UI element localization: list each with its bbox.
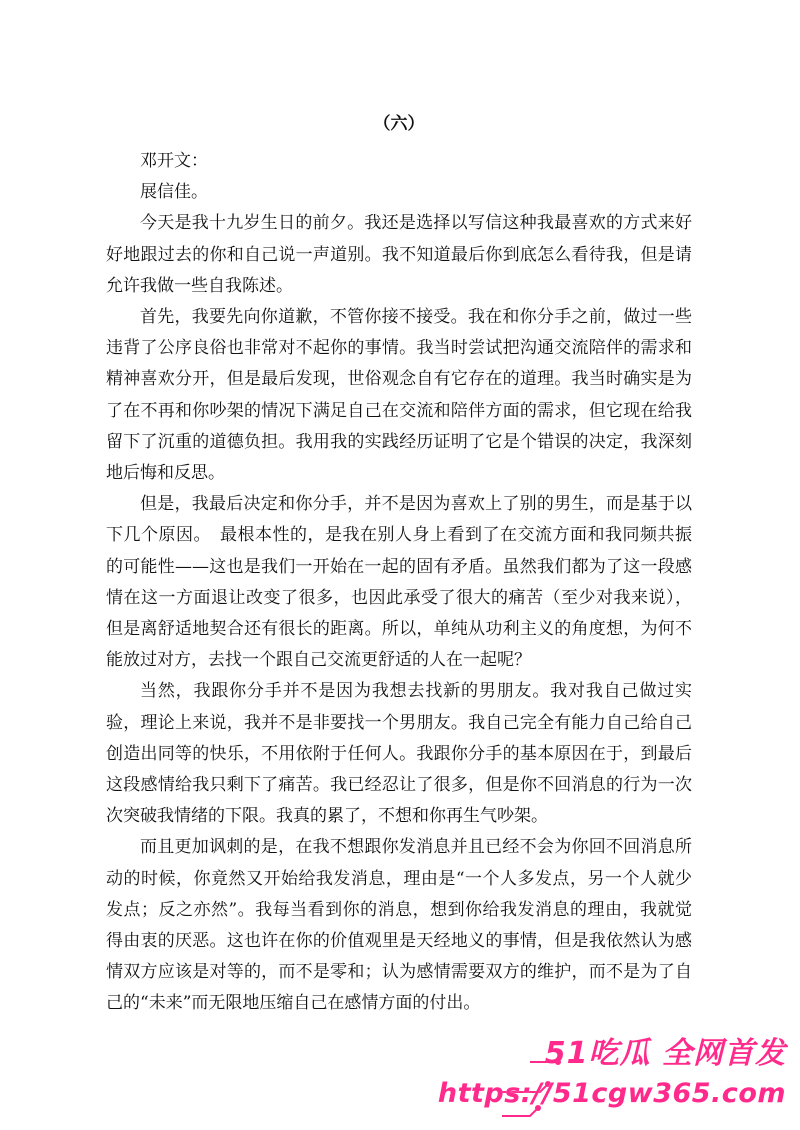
paragraph: 今天是我十九岁生日的前夕。我还是选择以写信这种我最喜欢的方式来好好地跟过去的你和自己说一声道别。我不知道最后你到底怎么看待我，但是请允许我做一些自我陈述。 <box>106 213 692 296</box>
paragraph: 而且更加讽刺的是，在我不想跟你发消息并且已经不会为你回不回消息所动的时候，你竟然又开始给我发消息，理由是“一个人多发点，另一个人就少发点；反之亦然”。我每当看到你的消息，想到你给我发消息的理由，我就觉得由衷的厌恶。这也许在你的价值观里是天经地义的事情，但是我依然认为感情双方应该是对等的，而不是零和；认为感情需要双方的维护，而不是为了自己的“未来”而无限地压缩自己在感情方面的付出。 <box>106 837 692 1014</box>
section-title: （六） <box>373 114 425 134</box>
watermark-logo: 51吃瓜 全网首发 <box>544 1036 786 1071</box>
greeting: 展信佳。 <box>140 182 208 203</box>
salutation: 邓开文： <box>140 151 208 171</box>
watermark-url: https://51cgw365.com <box>437 1078 786 1109</box>
paragraph: 首先，我要先向你道歉，不管你接不接受。我在和你分手之前，做过一些违背了公序良俗也非常对不起你的事情。我当时尝试把沟通交流陪伴的需求和精神喜欢分开，但是最后发现，世俗观念自有它存在的道理。我当时确实是为了在不再和你吵架的情况下满足自己在交流和陪伴方面的需求，但它现在给我留下了沉重的道德负担。我用我的实践经历证明了它是个错误的决定，我深刻地后悔和反思。 <box>106 307 692 484</box>
letter-page <box>106 110 692 1020</box>
paragraph: 但是，我最后决定和你分手，并不是因为喜欢上了别的男生，而是基于以下几个原因。 最根本性的，是我在别人身上看到了在交流方面和我同频共振的可能性——这也是我们一开始在一起的固有矛盾。虽然我们都为了这一段感情在这一方面退让改变了很多，也因此承受了很大的痛苦（至少对我来说），但是离舒适地契合还有很长的距离。所以，单纯从功利主义的角度想，为何不能放过对方，去找一个跟自己交流更舒适的人在一起呢？ <box>106 494 692 671</box>
paragraph: 当然，我跟你分手并不是因为我想去找新的男朋友。我对我自己做过实验，理论上来说，我并不是非要找一个男朋友。我自己完全有能力自己给自己创造出同等的快乐，不用依附于任何人。我跟你分手的基本原因在于，到最后这段感情给我只剩下了痛苦。我已经忍让了很多，但是你不回消息的行为一次次突破我情绪的下限。我真的累了，不想和你再生气吵架。 <box>106 681 692 827</box>
watermark <box>437 1020 800 1130</box>
